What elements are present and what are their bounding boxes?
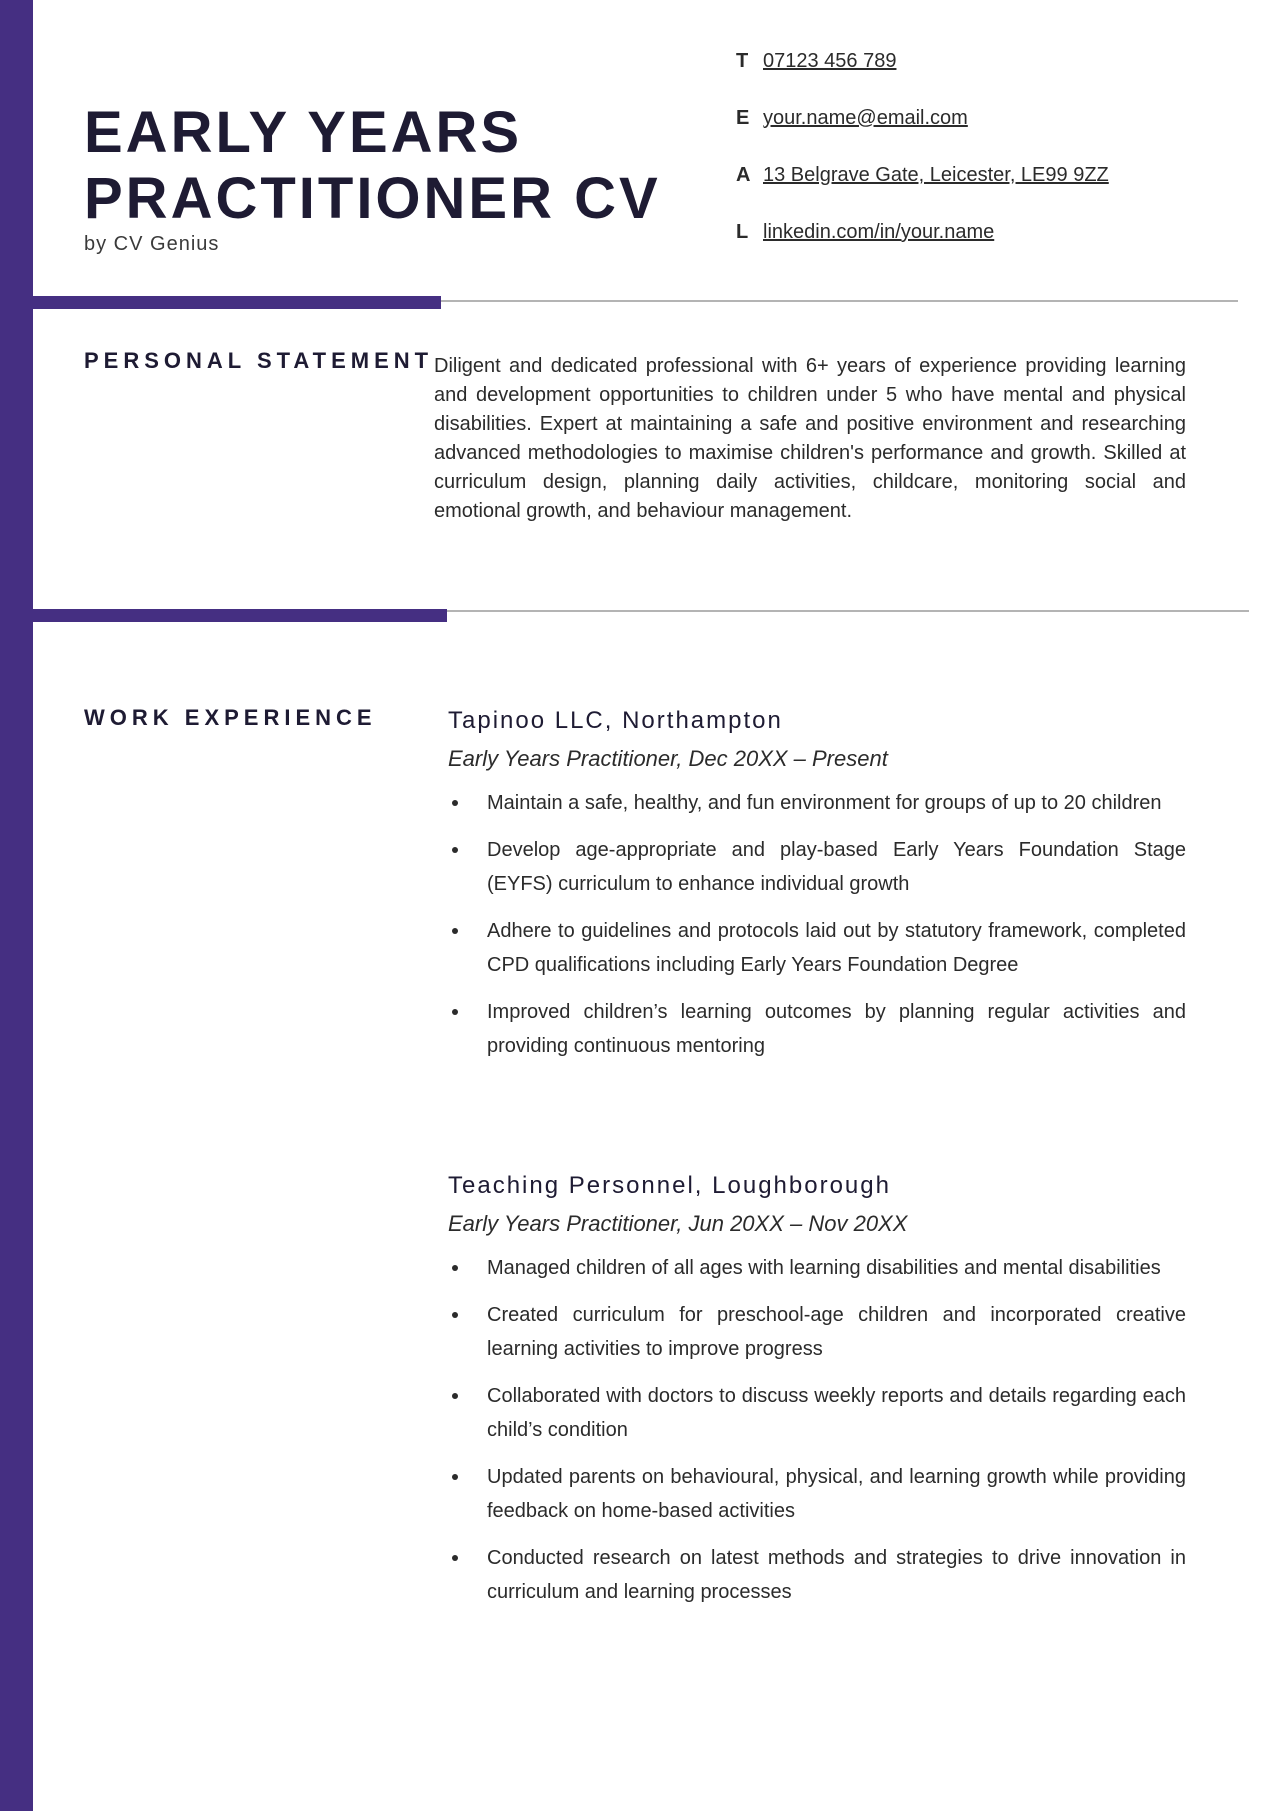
job-company: Teaching Personnel, Loughborough xyxy=(448,1172,891,1199)
header-divider-accent xyxy=(33,296,441,309)
page-title xyxy=(84,100,704,232)
bullet-item: Improved children’s learning outcomes by planning regular activities and providing continuous mentoring xyxy=(448,995,1186,1063)
bullet-item: Maintain a safe, healthy, and fun environment for groups of up to 20 children xyxy=(448,786,1186,820)
contact-key: E xyxy=(736,107,750,129)
bullet-item: Managed children of all ages with learning disabilities and mental disabilities xyxy=(448,1251,1186,1285)
contact-linkedin[interactable] xyxy=(736,221,1109,278)
personal-statement-text: Diligent and dedicated professional with 6+ years of experience providing learning and development opportunities to children under 5 who have mental and physical disabilities. Expert at maintaining a safe and positive environment and researching advanced methodologies to maximise children's performance and growth. Skilled at curriculum design, planning daily activities, childcare, monitoring social and emotional growth, and behaviour management. xyxy=(434,355,1186,522)
job-role: Early Years Practitioner, Dec 20XX – Present xyxy=(448,746,888,771)
work-experience-heading: WORK EXPERIENCE xyxy=(84,705,377,730)
job-role: Early Years Practitioner, Jun 20XX – Nov 20XX xyxy=(448,1211,908,1236)
contact-address[interactable] xyxy=(736,164,1109,221)
statement-divider-line xyxy=(447,610,1249,612)
bullet-item: Updated parents on behavioural, physical, and learning growth while providing feedback on home-based activities xyxy=(448,1460,1186,1528)
contact-email[interactable] xyxy=(736,107,1109,164)
contact-value: 07123 456 789 xyxy=(763,50,897,72)
job-bullets xyxy=(448,786,1186,1063)
side-accent-bar xyxy=(0,0,33,1811)
contact-key: L xyxy=(736,221,749,243)
statement-divider-accent xyxy=(33,609,447,622)
job-entry xyxy=(448,702,1186,1076)
contact-value: 13 Belgrave Gate, Leicester, LE99 9ZZ xyxy=(763,164,1109,186)
bullet-item: Conducted research on latest methods and strategies to drive innovation in curriculum and learning processes xyxy=(448,1541,1186,1609)
contact-phone[interactable] xyxy=(736,50,1109,107)
contact-value: linkedin.com/in/your.name xyxy=(763,221,995,243)
job-entry xyxy=(448,1167,1186,1622)
title-line-1: EARLY YEARS xyxy=(84,100,523,165)
job-company: Tapinoo LLC, Northampton xyxy=(448,707,783,734)
contact-key: A xyxy=(736,164,751,186)
title-line-2: PRACTITIONER CV xyxy=(84,166,661,231)
contact-list xyxy=(736,50,1109,278)
contact-key: T xyxy=(736,50,749,72)
personal-statement-heading: PERSONAL STATEMENT xyxy=(84,348,434,373)
bullet-item: Created curriculum for preschool-age children and incorporated creative learning activities to improve progress xyxy=(448,1298,1186,1366)
contact-value: your.name@email.com xyxy=(763,107,968,129)
byline: by CV Genius xyxy=(84,233,220,255)
bullet-item: Develop age-appropriate and play-based Early Years Foundation Stage (EYFS) curriculum to enhance individual growth xyxy=(448,833,1186,901)
header-divider-line xyxy=(441,300,1238,302)
job-bullets xyxy=(448,1251,1186,1609)
bullet-item: Adhere to guidelines and protocols laid out by statutory framework, completed CPD qualifications including Early Years Foundation Degree xyxy=(448,914,1186,982)
bullet-item: Collaborated with doctors to discuss weekly reports and details regarding each child’s condition xyxy=(448,1379,1186,1447)
